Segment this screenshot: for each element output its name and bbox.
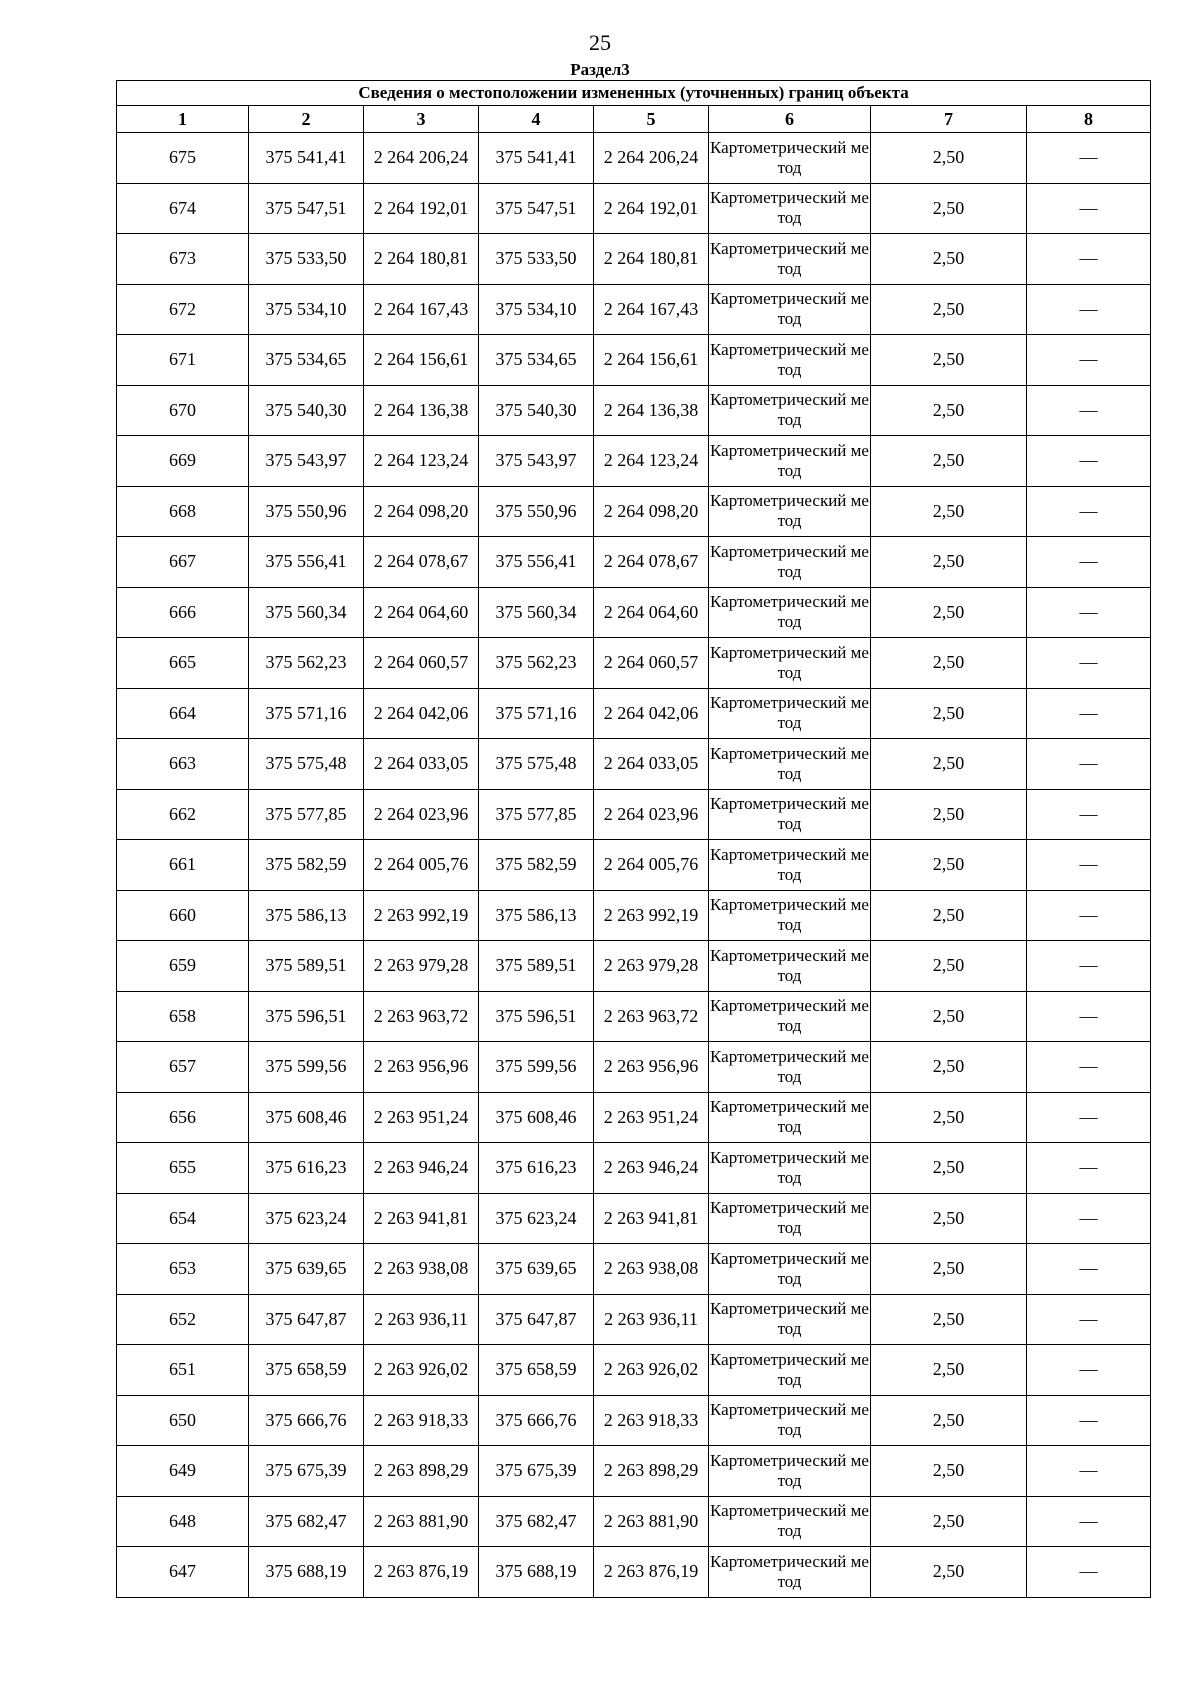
method-cell: Картометрический метод: [709, 1143, 871, 1194]
column-header: 7: [871, 106, 1027, 133]
table-row: [117, 385, 1151, 436]
x-new-cell: 375 534,65: [479, 335, 594, 386]
x-old-cell: 375 596,51: [249, 991, 364, 1042]
x-new-cell: 375 586,13: [479, 890, 594, 941]
x-old-cell: 375 547,51: [249, 183, 364, 234]
y-new-cell: 2 263 941,81: [594, 1193, 709, 1244]
table-row: [117, 941, 1151, 992]
table-row: [117, 587, 1151, 638]
description-cell: —: [1027, 941, 1151, 992]
accuracy-cell: 2,50: [871, 1395, 1027, 1446]
point-number-cell: 651: [117, 1345, 249, 1396]
x-new-cell: 375 596,51: [479, 991, 594, 1042]
method-cell: Картометрический метод: [709, 1092, 871, 1143]
y-old-cell: 2 264 098,20: [364, 486, 479, 537]
accuracy-cell: 2,50: [871, 638, 1027, 689]
point-number-cell: 661: [117, 840, 249, 891]
x-old-cell: 375 586,13: [249, 890, 364, 941]
y-new-cell: 2 264 023,96: [594, 789, 709, 840]
point-number-cell: 666: [117, 587, 249, 638]
point-number-cell: 648: [117, 1496, 249, 1547]
method-cell: Картометрический метод: [709, 1345, 871, 1396]
x-new-cell: 375 623,24: [479, 1193, 594, 1244]
description-cell: —: [1027, 1395, 1151, 1446]
y-old-cell: 2 264 167,43: [364, 284, 479, 335]
y-old-cell: 2 263 936,11: [364, 1294, 479, 1345]
y-old-cell: 2 263 926,02: [364, 1345, 479, 1396]
description-cell: —: [1027, 1547, 1151, 1598]
accuracy-cell: 2,50: [871, 991, 1027, 1042]
x-new-cell: 375 608,46: [479, 1092, 594, 1143]
description-cell: —: [1027, 486, 1151, 537]
accuracy-cell: 2,50: [871, 1345, 1027, 1396]
y-new-cell: 2 263 938,08: [594, 1244, 709, 1295]
method-cell: Картометрический метод: [709, 789, 871, 840]
column-header: 1: [117, 106, 249, 133]
y-old-cell: 2 264 156,61: [364, 335, 479, 386]
table-row: [117, 335, 1151, 386]
x-old-cell: 375 562,23: [249, 638, 364, 689]
y-old-cell: 2 264 042,06: [364, 688, 479, 739]
y-new-cell: 2 264 167,43: [594, 284, 709, 335]
method-cell: Картометрический метод: [709, 739, 871, 790]
description-cell: —: [1027, 1042, 1151, 1093]
y-old-cell: 2 264 206,24: [364, 133, 479, 184]
method-cell: Картометрический метод: [709, 638, 871, 689]
x-new-cell: 375 562,23: [479, 638, 594, 689]
y-old-cell: 2 264 136,38: [364, 385, 479, 436]
description-cell: —: [1027, 789, 1151, 840]
method-cell: Картометрический метод: [709, 234, 871, 285]
y-old-cell: 2 263 941,81: [364, 1193, 479, 1244]
description-cell: —: [1027, 587, 1151, 638]
y-old-cell: 2 264 060,57: [364, 638, 479, 689]
point-number-cell: 660: [117, 890, 249, 941]
column-header: 2: [249, 106, 364, 133]
y-new-cell: 2 263 876,19: [594, 1547, 709, 1598]
accuracy-cell: 2,50: [871, 1042, 1027, 1093]
table-row: [117, 1193, 1151, 1244]
y-new-cell: 2 264 180,81: [594, 234, 709, 285]
point-number-cell: 650: [117, 1395, 249, 1446]
section-title: Раздел3: [570, 60, 630, 79]
y-old-cell: 2 264 023,96: [364, 789, 479, 840]
y-new-cell: 2 264 042,06: [594, 688, 709, 739]
accuracy-cell: 2,50: [871, 486, 1027, 537]
y-new-cell: 2 264 033,05: [594, 739, 709, 790]
y-new-cell: 2 264 060,57: [594, 638, 709, 689]
point-number-cell: 668: [117, 486, 249, 537]
y-old-cell: 2 264 005,76: [364, 840, 479, 891]
x-old-cell: 375 589,51: [249, 941, 364, 992]
accuracy-cell: 2,50: [871, 1092, 1027, 1143]
method-cell: Картометрический метод: [709, 385, 871, 436]
x-new-cell: 375 589,51: [479, 941, 594, 992]
x-new-cell: 375 541,41: [479, 133, 594, 184]
method-cell: Картометрический метод: [709, 486, 871, 537]
y-old-cell: 2 263 951,24: [364, 1092, 479, 1143]
x-old-cell: 375 575,48: [249, 739, 364, 790]
y-old-cell: 2 263 898,29: [364, 1446, 479, 1497]
method-cell: Картометрический метод: [709, 537, 871, 588]
x-old-cell: 375 623,24: [249, 1193, 364, 1244]
table-row: [117, 991, 1151, 1042]
table-row: [117, 840, 1151, 891]
x-new-cell: 375 675,39: [479, 1446, 594, 1497]
description-cell: —: [1027, 688, 1151, 739]
accuracy-cell: 2,50: [871, 1446, 1027, 1497]
y-new-cell: 2 263 946,24: [594, 1143, 709, 1194]
x-new-cell: 375 533,50: [479, 234, 594, 285]
accuracy-cell: 2,50: [871, 133, 1027, 184]
x-old-cell: 375 616,23: [249, 1143, 364, 1194]
method-cell: Картометрический метод: [709, 335, 871, 386]
x-old-cell: 375 675,39: [249, 1446, 364, 1497]
point-number-cell: 653: [117, 1244, 249, 1295]
point-number-cell: 659: [117, 941, 249, 992]
x-new-cell: 375 534,10: [479, 284, 594, 335]
y-new-cell: 2 263 951,24: [594, 1092, 709, 1143]
y-old-cell: 2 263 979,28: [364, 941, 479, 992]
table-row: [117, 1496, 1151, 1547]
method-cell: Картометрический метод: [709, 1395, 871, 1446]
accuracy-cell: 2,50: [871, 1143, 1027, 1194]
x-new-cell: 375 556,41: [479, 537, 594, 588]
method-cell: Картометрический метод: [709, 688, 871, 739]
y-old-cell: 2 263 992,19: [364, 890, 479, 941]
table-row: [117, 638, 1151, 689]
accuracy-cell: 2,50: [871, 385, 1027, 436]
y-new-cell: 2 264 206,24: [594, 133, 709, 184]
method-cell: Картометрический метод: [709, 1244, 871, 1295]
accuracy-cell: 2,50: [871, 1244, 1027, 1295]
y-new-cell: 2 264 078,67: [594, 537, 709, 588]
y-old-cell: 2 263 956,96: [364, 1042, 479, 1093]
description-cell: —: [1027, 1446, 1151, 1497]
method-cell: Картометрический метод: [709, 941, 871, 992]
method-cell: Картометрический метод: [709, 284, 871, 335]
method-cell: Картометрический метод: [709, 1547, 871, 1598]
description-cell: —: [1027, 385, 1151, 436]
column-header: 3: [364, 106, 479, 133]
y-new-cell: 2 263 963,72: [594, 991, 709, 1042]
x-new-cell: 375 571,16: [479, 688, 594, 739]
y-old-cell: 2 264 033,05: [364, 739, 479, 790]
accuracy-cell: 2,50: [871, 1547, 1027, 1598]
method-cell: Картометрический метод: [709, 133, 871, 184]
y-old-cell: 2 263 876,19: [364, 1547, 479, 1598]
x-old-cell: 375 608,46: [249, 1092, 364, 1143]
accuracy-cell: 2,50: [871, 183, 1027, 234]
description-cell: —: [1027, 335, 1151, 386]
accuracy-cell: 2,50: [871, 436, 1027, 487]
page-number: 25: [589, 30, 611, 55]
x-old-cell: 375 556,41: [249, 537, 364, 588]
accuracy-cell: 2,50: [871, 537, 1027, 588]
y-new-cell: 2 263 992,19: [594, 890, 709, 941]
method-cell: Картометрический метод: [709, 587, 871, 638]
column-header-row: [117, 106, 1151, 133]
description-cell: —: [1027, 1244, 1151, 1295]
point-number-cell: 665: [117, 638, 249, 689]
x-old-cell: 375 543,97: [249, 436, 364, 487]
y-new-cell: 2 263 956,96: [594, 1042, 709, 1093]
x-old-cell: 375 682,47: [249, 1496, 364, 1547]
table-row: [117, 234, 1151, 285]
x-old-cell: 375 550,96: [249, 486, 364, 537]
table-row: [117, 1143, 1151, 1194]
accuracy-cell: 2,50: [871, 739, 1027, 790]
point-number-cell: 658: [117, 991, 249, 1042]
y-new-cell: 2 263 926,02: [594, 1345, 709, 1396]
y-new-cell: 2 263 918,33: [594, 1395, 709, 1446]
description-cell: —: [1027, 638, 1151, 689]
table-row: [117, 1395, 1151, 1446]
point-number-cell: 675: [117, 133, 249, 184]
accuracy-cell: 2,50: [871, 1496, 1027, 1547]
y-new-cell: 2 264 123,24: [594, 436, 709, 487]
table-body: [117, 133, 1151, 1598]
x-new-cell: 375 639,65: [479, 1244, 594, 1295]
x-old-cell: 375 534,65: [249, 335, 364, 386]
x-new-cell: 375 575,48: [479, 739, 594, 790]
y-new-cell: 2 263 898,29: [594, 1446, 709, 1497]
point-number-cell: 657: [117, 1042, 249, 1093]
accuracy-cell: 2,50: [871, 890, 1027, 941]
description-cell: —: [1027, 1496, 1151, 1547]
method-cell: Картометрический метод: [709, 890, 871, 941]
x-new-cell: 375 682,47: [479, 1496, 594, 1547]
method-cell: Картометрический метод: [709, 1294, 871, 1345]
table-caption-row: [117, 81, 1151, 106]
accuracy-cell: 2,50: [871, 789, 1027, 840]
method-cell: Картометрический метод: [709, 436, 871, 487]
table-row: [117, 133, 1151, 184]
point-number-cell: 652: [117, 1294, 249, 1345]
point-number-cell: 664: [117, 688, 249, 739]
method-cell: Картометрический метод: [709, 1446, 871, 1497]
accuracy-cell: 2,50: [871, 941, 1027, 992]
x-old-cell: 375 540,30: [249, 385, 364, 436]
accuracy-cell: 2,50: [871, 1193, 1027, 1244]
point-number-cell: 656: [117, 1092, 249, 1143]
x-old-cell: 375 560,34: [249, 587, 364, 638]
y-old-cell: 2 264 180,81: [364, 234, 479, 285]
point-number-cell: 654: [117, 1193, 249, 1244]
column-header: 5: [594, 106, 709, 133]
x-old-cell: 375 534,10: [249, 284, 364, 335]
accuracy-cell: 2,50: [871, 587, 1027, 638]
description-cell: —: [1027, 991, 1151, 1042]
description-cell: —: [1027, 284, 1151, 335]
x-new-cell: 375 582,59: [479, 840, 594, 891]
description-cell: —: [1027, 133, 1151, 184]
x-new-cell: 375 547,51: [479, 183, 594, 234]
table-row: [117, 1244, 1151, 1295]
x-new-cell: 375 688,19: [479, 1547, 594, 1598]
x-new-cell: 375 666,76: [479, 1395, 594, 1446]
table-caption: Сведения о местоположении измененных (уточненных) границ объекта: [117, 81, 1151, 106]
table-row: [117, 890, 1151, 941]
point-number-cell: 649: [117, 1446, 249, 1497]
y-new-cell: 2 264 192,01: [594, 183, 709, 234]
point-number-cell: 655: [117, 1143, 249, 1194]
x-old-cell: 375 599,56: [249, 1042, 364, 1093]
y-old-cell: 2 263 918,33: [364, 1395, 479, 1446]
y-old-cell: 2 264 123,24: [364, 436, 479, 487]
y-new-cell: 2 264 136,38: [594, 385, 709, 436]
y-old-cell: 2 263 946,24: [364, 1143, 479, 1194]
description-cell: —: [1027, 840, 1151, 891]
point-number-cell: 671: [117, 335, 249, 386]
method-cell: Картометрический метод: [709, 840, 871, 891]
table-row: [117, 1446, 1151, 1497]
table-row: [117, 486, 1151, 537]
x-new-cell: 375 599,56: [479, 1042, 594, 1093]
y-old-cell: 2 264 078,67: [364, 537, 479, 588]
description-cell: —: [1027, 1193, 1151, 1244]
column-header: 4: [479, 106, 594, 133]
y-new-cell: 2 264 005,76: [594, 840, 709, 891]
x-old-cell: 375 639,65: [249, 1244, 364, 1295]
x-old-cell: 375 577,85: [249, 789, 364, 840]
table-row: [117, 284, 1151, 335]
point-number-cell: 667: [117, 537, 249, 588]
table-row: [117, 1345, 1151, 1396]
x-old-cell: 375 541,41: [249, 133, 364, 184]
description-cell: —: [1027, 234, 1151, 285]
point-number-cell: 669: [117, 436, 249, 487]
point-number-cell: 670: [117, 385, 249, 436]
y-new-cell: 2 264 156,61: [594, 335, 709, 386]
x-new-cell: 375 616,23: [479, 1143, 594, 1194]
x-new-cell: 375 577,85: [479, 789, 594, 840]
x-old-cell: 375 582,59: [249, 840, 364, 891]
table-row: [117, 739, 1151, 790]
x-old-cell: 375 647,87: [249, 1294, 364, 1345]
y-old-cell: 2 263 938,08: [364, 1244, 479, 1295]
x-new-cell: 375 540,30: [479, 385, 594, 436]
description-cell: —: [1027, 436, 1151, 487]
accuracy-cell: 2,50: [871, 688, 1027, 739]
x-old-cell: 375 571,16: [249, 688, 364, 739]
table-row: [117, 1294, 1151, 1345]
description-cell: —: [1027, 1143, 1151, 1194]
x-old-cell: 375 658,59: [249, 1345, 364, 1396]
x-new-cell: 375 543,97: [479, 436, 594, 487]
method-cell: Картометрический метод: [709, 1042, 871, 1093]
y-new-cell: 2 263 936,11: [594, 1294, 709, 1345]
description-cell: —: [1027, 183, 1151, 234]
y-old-cell: 2 264 192,01: [364, 183, 479, 234]
description-cell: —: [1027, 890, 1151, 941]
point-number-cell: 663: [117, 739, 249, 790]
description-cell: —: [1027, 537, 1151, 588]
accuracy-cell: 2,50: [871, 1294, 1027, 1345]
point-number-cell: 662: [117, 789, 249, 840]
point-number-cell: 674: [117, 183, 249, 234]
x-new-cell: 375 658,59: [479, 1345, 594, 1396]
table-row: [117, 1042, 1151, 1093]
method-cell: Картометрический метод: [709, 1193, 871, 1244]
y-new-cell: 2 264 098,20: [594, 486, 709, 537]
method-cell: Картометрический метод: [709, 183, 871, 234]
x-new-cell: 375 560,34: [479, 587, 594, 638]
description-cell: —: [1027, 739, 1151, 790]
y-new-cell: 2 264 064,60: [594, 587, 709, 638]
point-number-cell: 647: [117, 1547, 249, 1598]
accuracy-cell: 2,50: [871, 234, 1027, 285]
y-new-cell: 2 263 979,28: [594, 941, 709, 992]
x-old-cell: 375 688,19: [249, 1547, 364, 1598]
table-row: [117, 789, 1151, 840]
method-cell: Картометрический метод: [709, 991, 871, 1042]
table-row: [117, 1092, 1151, 1143]
accuracy-cell: 2,50: [871, 840, 1027, 891]
y-new-cell: 2 263 881,90: [594, 1496, 709, 1547]
y-old-cell: 2 264 064,60: [364, 587, 479, 638]
description-cell: —: [1027, 1345, 1151, 1396]
accuracy-cell: 2,50: [871, 335, 1027, 386]
table-row: [117, 537, 1151, 588]
method-cell: Картометрический метод: [709, 1496, 871, 1547]
column-header: 8: [1027, 106, 1151, 133]
column-header: 6: [709, 106, 871, 133]
x-new-cell: 375 647,87: [479, 1294, 594, 1345]
x-new-cell: 375 550,96: [479, 486, 594, 537]
y-old-cell: 2 263 963,72: [364, 991, 479, 1042]
point-number-cell: 672: [117, 284, 249, 335]
table-row: [117, 183, 1151, 234]
accuracy-cell: 2,50: [871, 284, 1027, 335]
table-row: [117, 1547, 1151, 1598]
description-cell: —: [1027, 1294, 1151, 1345]
boundary-coordinates-table: [116, 80, 1151, 1598]
y-old-cell: 2 263 881,90: [364, 1496, 479, 1547]
x-old-cell: 375 666,76: [249, 1395, 364, 1446]
point-number-cell: 673: [117, 234, 249, 285]
table-row: [117, 436, 1151, 487]
table-row: [117, 688, 1151, 739]
x-old-cell: 375 533,50: [249, 234, 364, 285]
description-cell: —: [1027, 1092, 1151, 1143]
